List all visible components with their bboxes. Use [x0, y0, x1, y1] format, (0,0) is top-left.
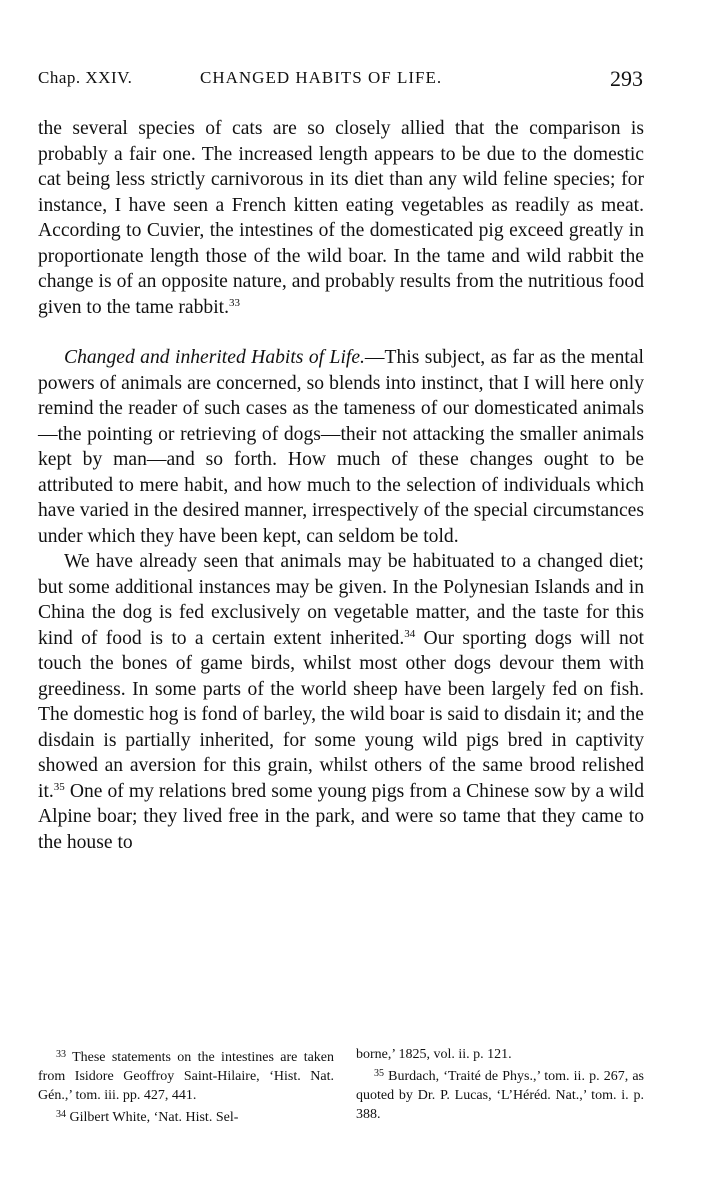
page-header: [38, 66, 643, 94]
footnote-ref-34: 34: [404, 627, 416, 640]
footnote-34-text-start: Gilbert White, ‘Nat. Hist. Sel-: [69, 1110, 239, 1125]
running-title: CHANGED HABITS OF LIFE.: [200, 68, 443, 87]
paragraph-2: [38, 345, 644, 549]
paragraph-1: [38, 116, 644, 320]
chapter-label: Chap. XXIV.: [38, 68, 133, 87]
footnote-ref-35: 35: [53, 780, 65, 793]
paragraph-2-text: —This subject, as far as the mental powers of animals are concerned, so blends into instinct, that I will here only remind the reader of such cases as the tameness of our domesticated animals—the pointing or retrieving of dogs—their not attacking the smaller animals kept by man—and so forth. How much of these changes ought to be attributed to mere habit, and how much to the selection of individuals which have varied in the desired manner, irrespectively of the special circumstances under which they have been kept, can seldom be told.: [38, 347, 644, 547]
footnote-35-text: Burdach, ‘Traité de Phys.,’ tom. ii. p. 267, as quoted by Dr. P. Lucas, ‘L’Héréd. Nat.,’ tom. i. p. 388.: [356, 1069, 645, 1122]
section-heading: Changed and inherited Habits of Life.: [64, 347, 365, 368]
footnote-34-continued: borne,’ 1825, vol. ii. p. 121.: [356, 1047, 512, 1062]
paragraph-3: [38, 549, 644, 855]
paragraph-3-text-c: One of my relations bred some young pigs from a Chinese sow by a wild Alpine boar; they lived free in the park, and were so tame that they came to the house to: [38, 780, 644, 853]
paragraph-3-text-b: Our sporting dogs will not touch the bones of game birds, whilst most other dogs devour them with greediness. In some parts of the world sheep have been largely fed on fish. The domestic hog is fond of barley, the wild boar is said to disdain it; and the disdain is partially inherited, for some young wild pigs bred in captivity showed an aversion for this grain, whilst others of the same brood relished it.: [38, 627, 644, 802]
page-number: 293: [610, 66, 643, 91]
footnote-ref-33: 33: [228, 296, 240, 309]
paragraph-1-text: the several species of cats are so closely allied that the comparison is probably a fair one. The increased length appears to be due to the domestic cat being less strictly carnivorous in its diet than any wild feline species; for instance, I have seen a French kitten eating vegetables as readily as meat. According to Cuvier, the intestines of the domesticated pig exceed greatly in proportionate length those of the wild boar. In the tame and wild rabbit the change is of an opposite nature, and probably results from the nutritious food given to the tame rabbit.: [38, 118, 644, 318]
footnote-35-mark: 35: [374, 1068, 384, 1079]
footnotes-right-column: [356, 1045, 644, 1124]
footnote-35: [356, 1064, 644, 1124]
footnote-34: [38, 1105, 334, 1127]
footnote-33: [38, 1045, 334, 1105]
footnote-33-text: These statements on the intestines are taken from Isidore Geoffroy Saint-Hilaire, ‘Hist. Nat. Gén.,’ tom. iii. pp. 427, 441.: [38, 1050, 335, 1103]
main-text: [38, 116, 644, 855]
footnote-34-mark: 34: [56, 1109, 66, 1120]
footnotes-left-column: [38, 1045, 334, 1127]
paragraph-3-text-a: We have already seen that animals may be habituated to a changed diet; but some additional instances may be given. In the Polynesian Islands and in China the dog is fed exclusively on vegetable matter, and the taste for this kind of food is to a certain extent inherited.: [38, 551, 644, 649]
footnote-33-mark: 33: [56, 1049, 66, 1060]
